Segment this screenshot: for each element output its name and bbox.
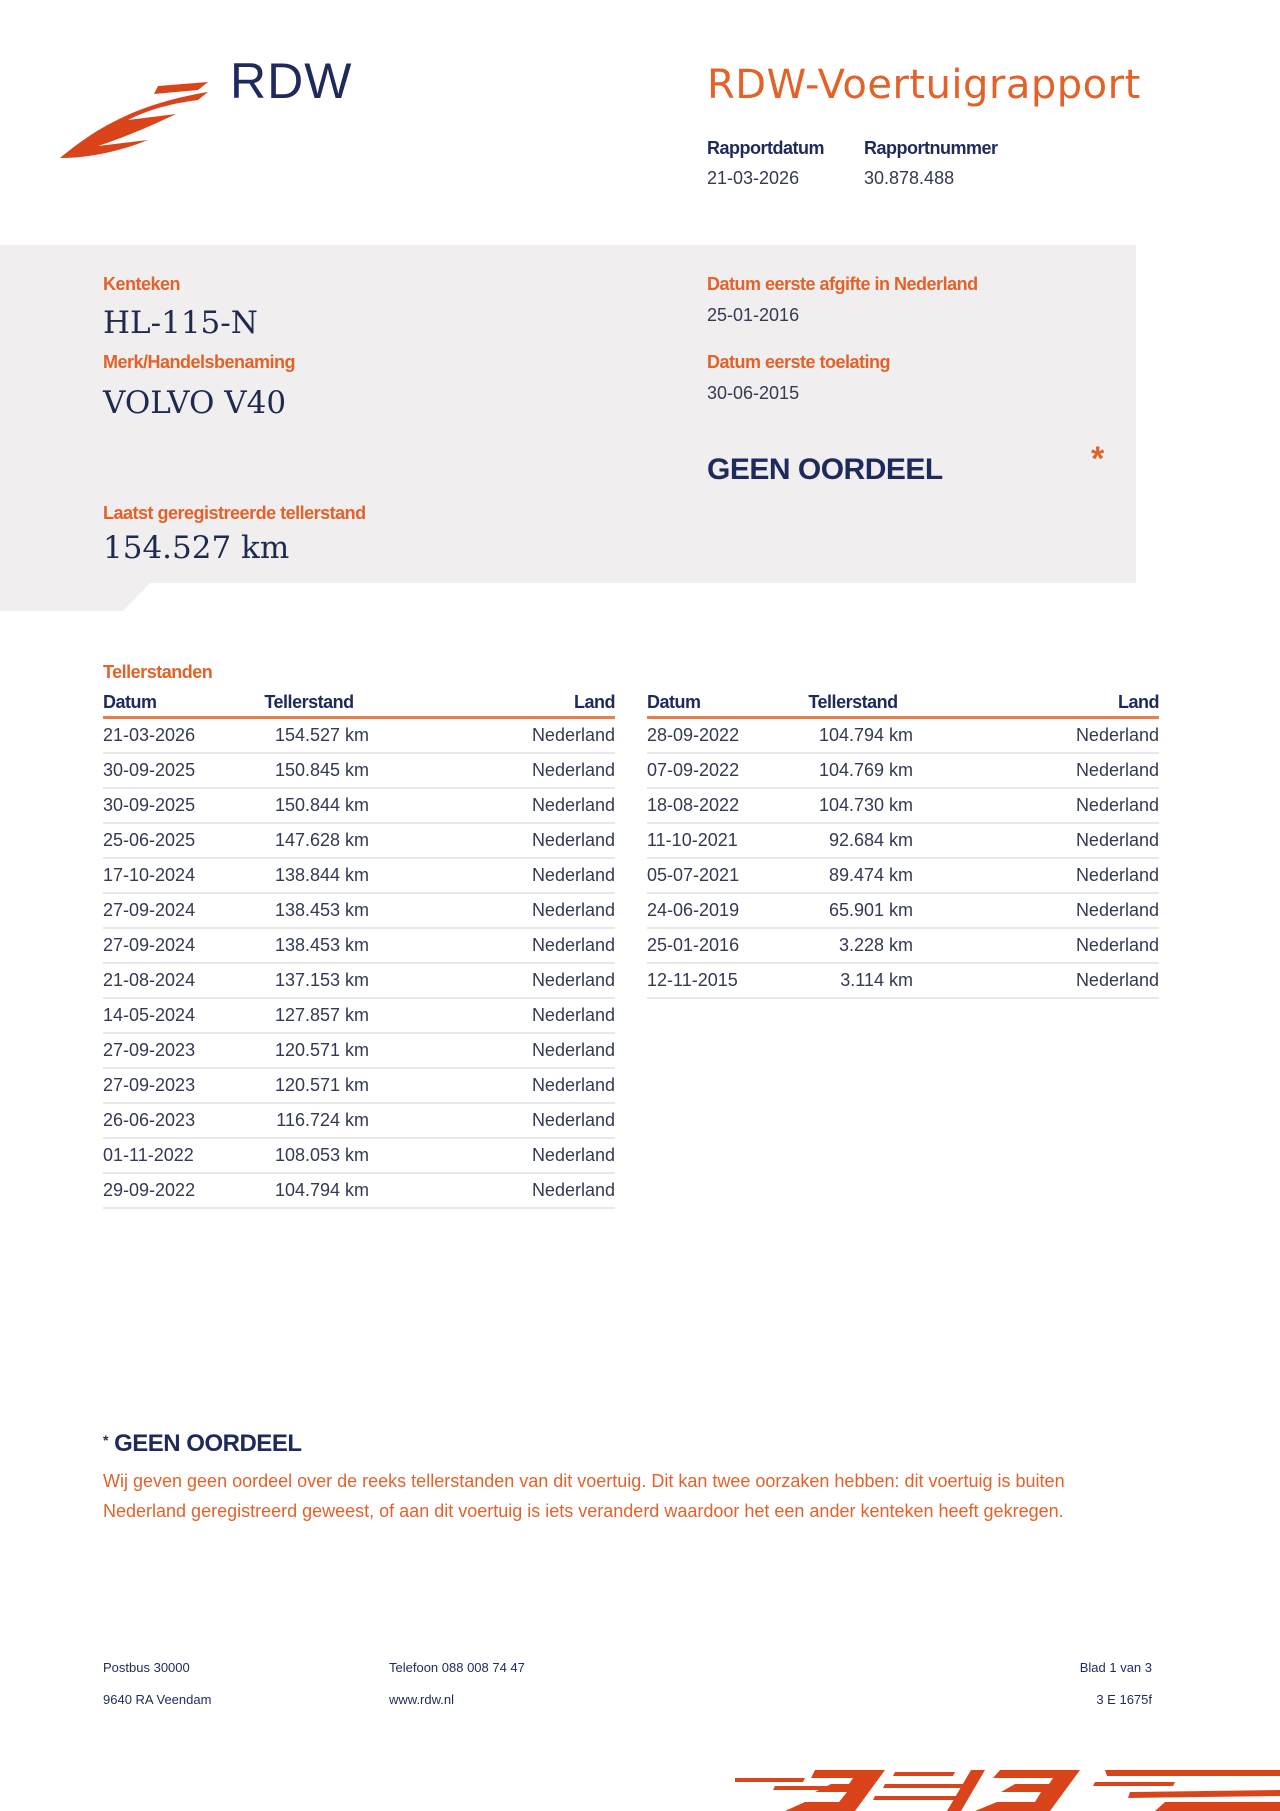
first-issue-nl-value: 25-01-2016 — [707, 305, 800, 325]
row-country: Nederland — [369, 1173, 615, 1208]
report-title: RDW-Voertuigrapport — [707, 62, 1141, 108]
row-country: Nederland — [369, 963, 615, 998]
footer-code: 3 E 1675f — [1096, 1692, 1152, 1707]
odometer-row — [103, 1173, 615, 1208]
row-date: 17-10-2024 — [103, 858, 249, 893]
rdw-logo-icon — [58, 80, 213, 162]
row-odometer: 154.527 km — [249, 718, 369, 754]
report-date: 21-03-2026 — [707, 168, 800, 188]
row-odometer: 108.053 km — [249, 1138, 369, 1173]
odometer-row — [103, 1103, 615, 1138]
col-odometer: Tellerstand — [249, 690, 369, 718]
row-country: Nederland — [369, 1103, 615, 1138]
row-country: Nederland — [369, 893, 615, 928]
row-country: Nederland — [369, 928, 615, 963]
footer-address-line2: 9640 RA Veendam — [103, 1692, 212, 1707]
rdw-stripe-graphic — [735, 1762, 1280, 1811]
panel-notch — [0, 583, 150, 611]
row-country: Nederland — [913, 893, 1159, 928]
row-date: 05-07-2021 — [647, 858, 793, 893]
odometer-row — [103, 858, 615, 893]
footer-phone: Telefoon 088 008 74 47 — [389, 1660, 525, 1675]
row-country: Nederland — [369, 1138, 615, 1173]
odometer-section-title: Tellerstanden — [103, 662, 213, 682]
row-date: 28-09-2022 — [647, 718, 793, 754]
odometer-row — [103, 1033, 615, 1068]
row-country: Nederland — [913, 788, 1159, 823]
footer-page-number: Blad 1 van 3 — [1079, 1660, 1152, 1675]
row-odometer: 3.228 km — [793, 928, 913, 963]
row-odometer: 104.794 km — [793, 718, 913, 754]
row-date: 26-06-2023 — [103, 1103, 249, 1138]
row-country: Nederland — [369, 1068, 615, 1103]
plate-label: Kenteken — [103, 274, 181, 294]
last-odometer-value: 154.527 km — [103, 530, 290, 566]
row-odometer: 104.794 km — [249, 1173, 369, 1208]
row-odometer: 89.474 km — [793, 858, 913, 893]
col-date: Datum — [103, 690, 249, 718]
verdict-marker: * — [1091, 440, 1105, 478]
verdict-text: GEEN OORDEEL — [707, 453, 943, 486]
row-country: Nederland — [369, 718, 615, 754]
report-number: 30.878.488 — [864, 168, 955, 188]
col-country: Land — [369, 690, 615, 718]
row-date: 27-09-2024 — [103, 928, 249, 963]
row-date: 25-01-2016 — [647, 928, 793, 963]
row-date: 12-11-2015 — [647, 963, 793, 998]
row-country: Nederland — [913, 963, 1159, 998]
row-date: 27-09-2023 — [103, 1033, 249, 1068]
col-country: Land — [913, 690, 1159, 718]
row-date: 14-05-2024 — [103, 998, 249, 1033]
row-date: 30-09-2025 — [103, 788, 249, 823]
col-odometer: Tellerstand — [793, 690, 913, 718]
odometer-row — [103, 893, 615, 928]
odometer-row — [103, 788, 615, 823]
row-country: Nederland — [913, 823, 1159, 858]
row-country: Nederland — [913, 753, 1159, 788]
plate-value: HL-115-N — [103, 305, 258, 341]
row-country: Nederland — [369, 753, 615, 788]
report-date-label: Rapportdatum — [707, 138, 824, 158]
footer-address-line1: Postbus 30000 — [103, 1660, 190, 1675]
row-odometer: 65.901 km — [793, 893, 913, 928]
odometer-row — [103, 998, 615, 1033]
row-odometer: 138.453 km — [249, 893, 369, 928]
row-date: 07-09-2022 — [647, 753, 793, 788]
footer-website[interactable]: www.rdw.nl — [389, 1692, 455, 1707]
row-date: 27-09-2024 — [103, 893, 249, 928]
row-odometer: 3.114 km — [793, 963, 913, 998]
odometer-row — [103, 1138, 615, 1173]
row-date: 11-10-2021 — [647, 823, 793, 858]
row-date: 21-08-2024 — [103, 963, 249, 998]
row-date: 24-06-2019 — [647, 893, 793, 928]
odometer-row — [647, 753, 1159, 788]
row-odometer: 138.844 km — [249, 858, 369, 893]
odometer-row — [103, 753, 615, 788]
row-country: Nederland — [369, 823, 615, 858]
row-country: Nederland — [369, 998, 615, 1033]
odometer-row — [103, 1068, 615, 1103]
row-date: 01-11-2022 — [103, 1138, 249, 1173]
row-odometer: 104.769 km — [793, 753, 913, 788]
odometer-row — [647, 928, 1159, 963]
odometer-row — [647, 893, 1159, 928]
last-odometer-label: Laatst geregistreerde tellerstand — [103, 503, 366, 523]
odometer-row — [103, 823, 615, 858]
row-country: Nederland — [913, 928, 1159, 963]
row-odometer: 120.571 km — [249, 1068, 369, 1103]
row-date: 29-09-2022 — [103, 1173, 249, 1208]
row-date: 18-08-2022 — [647, 788, 793, 823]
make-label: Merk/Handelsbenaming — [103, 352, 296, 372]
odometer-row — [103, 963, 615, 998]
row-odometer: 116.724 km — [249, 1103, 369, 1138]
odometer-table-left — [103, 690, 615, 1209]
odometer-row — [647, 858, 1159, 893]
row-odometer: 127.857 km — [249, 998, 369, 1033]
odometer-row — [647, 823, 1159, 858]
row-country: Nederland — [369, 788, 615, 823]
row-odometer: 92.684 km — [793, 823, 913, 858]
row-odometer: 104.730 km — [793, 788, 913, 823]
col-date: Datum — [647, 690, 793, 718]
row-odometer: 120.571 km — [249, 1033, 369, 1068]
odometer-row — [103, 718, 615, 754]
odometer-row — [647, 963, 1159, 998]
odometer-row — [647, 718, 1159, 754]
row-date: 21-03-2026 — [103, 718, 249, 754]
note-text: Wij geven geen oordeel over de reeks tellerstanden van dit voertuig. Dit kan twee oorzaken hebben: dit voertuig is buiten Nederland geregistreerd geweest, of aan dit voertuig is iets veranderd waardoor het een ander kenteken heeft gekregen. — [103, 1471, 1065, 1521]
note-title — [103, 1430, 301, 1458]
make-value: VOLVO V40 — [103, 385, 287, 421]
row-country: Nederland — [369, 1033, 615, 1068]
rdw-logo-text: RDW — [230, 53, 353, 109]
row-date: 25-06-2025 — [103, 823, 249, 858]
first-issue-nl-label: Datum eerste afgifte in Nederland — [707, 274, 978, 294]
row-country: Nederland — [913, 718, 1159, 754]
row-odometer: 150.844 km — [249, 788, 369, 823]
row-odometer: 138.453 km — [249, 928, 369, 963]
note-title-text: GEEN OORDEEL — [114, 1430, 302, 1457]
row-odometer: 147.628 km — [249, 823, 369, 858]
odometer-row — [103, 928, 615, 963]
row-country: Nederland — [369, 858, 615, 893]
row-date: 27-09-2023 — [103, 1068, 249, 1103]
report-number-label: Rapportnummer — [864, 138, 998, 158]
note-marker: * — [103, 1432, 108, 1448]
row-odometer: 137.153 km — [249, 963, 369, 998]
row-odometer: 150.845 km — [249, 753, 369, 788]
odometer-table-right — [647, 690, 1159, 999]
row-date: 30-09-2025 — [103, 753, 249, 788]
row-country: Nederland — [913, 858, 1159, 893]
first-admission-label: Datum eerste toelating — [707, 352, 891, 372]
first-admission-value: 30-06-2015 — [707, 383, 800, 403]
odometer-row — [647, 788, 1159, 823]
